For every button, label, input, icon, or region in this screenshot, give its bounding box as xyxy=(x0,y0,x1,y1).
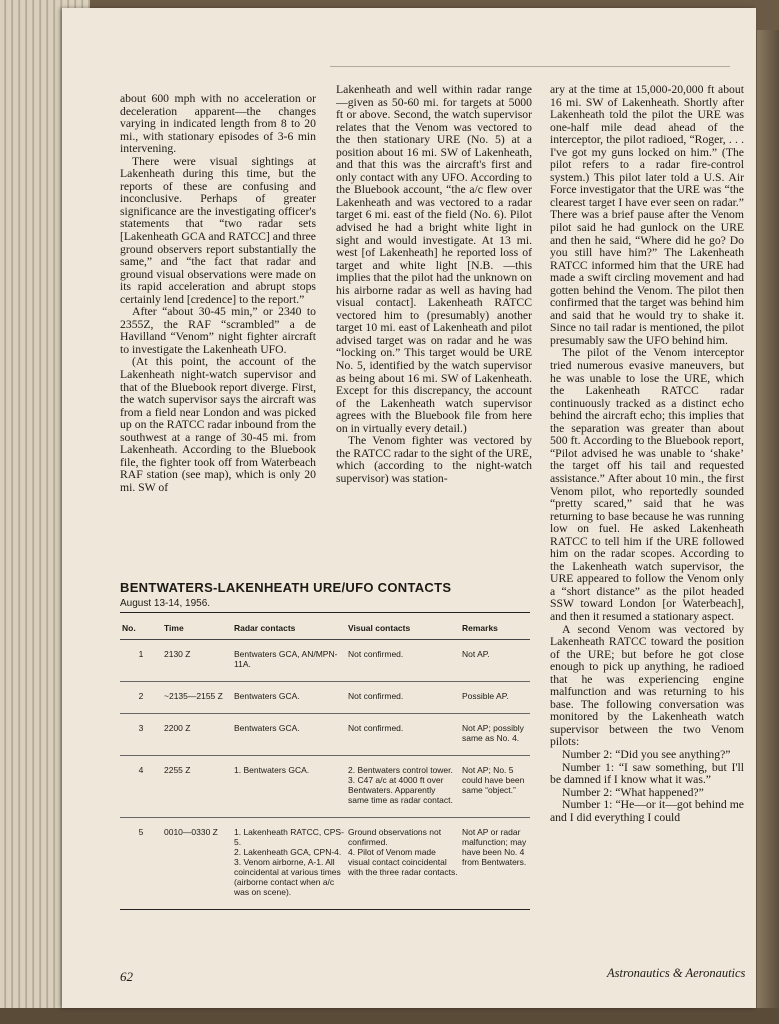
contacts-table xyxy=(120,612,530,910)
table-row xyxy=(120,756,530,818)
paragraph: Number 2: “What happened?” xyxy=(562,785,704,799)
cell-visual xyxy=(346,640,460,682)
paragraph: Number 1: “He—or it—got behind me and I did everything I could xyxy=(550,798,744,824)
cell-radar xyxy=(232,818,346,910)
radar-item: Bentwaters GCA, AN/MPN-11A. xyxy=(234,649,338,669)
visual-item: Not confirmed. xyxy=(348,691,404,701)
page-number: 62 xyxy=(120,969,133,984)
cell-remarks: Not AP. xyxy=(460,640,530,682)
journal-title: Astronautics & Aeronautics xyxy=(607,966,746,980)
cell-no: 5 xyxy=(120,818,162,910)
cell-no: 4 xyxy=(120,756,162,818)
radar-item: 1. Bentwaters GCA. xyxy=(234,765,310,775)
text-column-2 xyxy=(336,84,532,486)
book-edge-bottom xyxy=(0,1008,779,1024)
header-no: No. xyxy=(120,613,162,640)
cell-time: 2255 Z xyxy=(162,756,232,818)
cell-time: 2200 Z xyxy=(162,714,232,756)
text-column-3 xyxy=(550,84,744,824)
paragraph: Number 2: “Did you see anything?” xyxy=(562,747,731,761)
paragraph: A second Venom was vectored by Lakenheath RATCC toward the position of the URE; but before he got close enough to pick up anything, he radioed that he was experiencing engine malfunction and was returning to his base. The following conversation was monitored by the Lakenheath watch supervisor between the two Venom pilots: xyxy=(550,622,744,749)
table-row xyxy=(120,714,530,756)
table-title: BENTWATERS-LAKENHEATH URE/UFO CONTACTS xyxy=(120,580,452,595)
paragraph: There were visual sightings at Lakenheath during this time, but the reports of these are confusing and inconclusive. Perhaps of greater significance are the investigating officer's statements that “two radar sets [Lakenheath GCA and RATCC] and three ground observers report substantially the same,” and “the fact that radar and ground visual observations were made on its rapid acceleration and abrupt stops certainly lend [credence] to the report.” xyxy=(120,154,316,306)
cell-no: 3 xyxy=(120,714,162,756)
cell-visual xyxy=(346,714,460,756)
cell-time: 2130 Z xyxy=(162,640,232,682)
visual-item: Not confirmed. xyxy=(348,649,404,659)
paragraph: Lakenheath and well within radar range—given as 50-60 mi. for targets at 5000 ft or above. Second, the watch supervisor relates that the Venom was vectored to the then stationary URE (No. 5) at a position about 16 mi. SW of Lakenheath, and that this was the aircraft's first and only contact with any UFO. According to the Bluebook account, “the a/c flew over Lakenheath and was vectored to a radar target 6 mi. east of the field (No. 6). Pilot advised he had a bright white light in sight and would investigate. At 13 mi. west [of Lakenheath] he reported loss of target and white light [N.B. —this implies that the pilot had the unknown on his airborne radar as well as having had visual contact]. Lakenheath RATCC vectored him to (presumably) another target 10 mi. east of Lakenheath and pilot advised target was on radar and he was “locking on.” This target would be URE No. 5, identified by the watch supervisor as being about 16 mi. SW of Lakenheath. Except for this discrepancy, the account of the Lakenheath watch supervisor agrees with the Bluebook file from here on in virtually every detail.) xyxy=(336,83,532,435)
book-edge-right xyxy=(757,30,779,1020)
text-column-1 xyxy=(120,93,316,495)
radar-item: 1. Lakenheath RATCC, CPS-5. xyxy=(234,827,344,847)
cell-remarks: Possible AP. xyxy=(460,682,530,714)
cell-radar xyxy=(232,756,346,818)
cell-no: 1 xyxy=(120,640,162,682)
header-radar: Radar contacts xyxy=(232,613,346,640)
table-row xyxy=(120,818,530,910)
table-row xyxy=(120,640,530,682)
table-header-row xyxy=(120,613,530,640)
paragraph: The pilot of the Venom interceptor tried numerous evasive maneuvers, but he was unable to lose the URE, which the Lakenheath RATCC radar continuously tracked as a distinct echo behind the aircraft echo; this implies that the separation was greater than about 500 ft. According to the Bluebook report, “Pilot advised he was unable to ‘shake’ the target off his tail and requested assistance.” After about 10 min., the first Venom pilot, who reportedly sounded “pretty scared,” said that he was returning to base because he was running low on fuel. He asked Lakenheath RATCC to tell him if the URE followed him on the radar scopes. According to the Lakenheath watch supervisor, the URE appeared to follow the Venom only a “short distance” as the pilot headed SSW toward London [or Waterbeach], and then it resumed a stationary aspect. xyxy=(550,346,744,623)
cell-radar xyxy=(232,714,346,756)
visual-item: Not confirmed. xyxy=(348,723,404,733)
cell-time: 0010—0330 Z xyxy=(162,818,232,910)
header-remarks: Remarks xyxy=(460,613,530,640)
visual-item: 3. C47 a/c at 4000 ft over Bentwaters. Apparently same time as radar contact. xyxy=(348,775,453,805)
paragraph: Number 1: “I saw something, but I'll be damned if I know what it was.” xyxy=(550,760,744,787)
header-time: Time xyxy=(162,613,232,640)
cell-visual xyxy=(346,756,460,818)
paragraph: (At this point, the account of the Lakenheath night-watch supervisor and that of the Bluebook report diverge. First, the watch supervisor says the aircraft was from a field near London and was picked up on the RATCC radar inbound from the southwest at a range of 30-45 mi. from Lakenheath. According to the Bluebook file, the fighter took off from Waterbeach RAF station (see map), which is only 20 mi. SW of xyxy=(120,355,316,494)
radar-item: 3. Venom airborne, A-1. All coincidental at various times (airborne contact when a/c was on scene). xyxy=(234,857,341,897)
cell-remarks: Not AP or radar malfunction; may have been No. 4 from Bentwaters. xyxy=(460,818,530,910)
paragraph: The Venom fighter was vectored by the RATCC radar to the sight of the URE, which (according to the night-watch supervisor) was station- xyxy=(336,434,532,485)
cell-visual xyxy=(346,682,460,714)
cell-radar xyxy=(232,682,346,714)
cell-radar xyxy=(232,640,346,682)
visual-item: 2. Bentwaters control tower. xyxy=(348,765,453,775)
cell-time: ~2135—2155 Z xyxy=(162,682,232,714)
cell-no: 2 xyxy=(120,682,162,714)
radar-item: Bentwaters GCA. xyxy=(234,723,300,733)
cell-visual xyxy=(346,818,460,910)
header-rule xyxy=(330,66,730,67)
paragraph: about 600 mph with no acceleration or deceleration apparent—the changes varying in indicated length from 8 to 20 mi., with stationary episodes of 3-6 min intervening. xyxy=(120,92,316,156)
table-row xyxy=(120,682,530,714)
radar-item: 2. Lakenheath GCA, CPN-4. xyxy=(234,847,342,857)
cell-remarks: Not AP; possibly same as No. 4. xyxy=(460,714,530,756)
header-visual: Visual contacts xyxy=(346,613,460,640)
table-subtitle: August 13-14, 1956. xyxy=(120,598,211,609)
paragraph: ary at the time at 15,000-20,000 ft about 16 mi. SW of Lakenheath. Shortly after Lakenheath told the pilot the URE was one-half mile dead ahead of the interceptor, the pilot radioed, “Roger, . . . I've got my guns locked on him.” (The pilot refers to a radar fire-control system.) This pilot later told a U.S. Air Force investigator that the URE was “the clearest target I have ever seen on radar.” There was a brief pause after the Venom pilot said he had gunlock on the URE and then he said, “Where did he go? Do you still have him?” The Lakenheath RATCC informed him that the URE had made a swift circling movement and had gotten behind the Venom. The pilot then confirmed that the target was behind him and said that he would try to shake it. Since no tail radar is mentioned, the pilot presumably saw the UFO behind him. xyxy=(550,83,744,347)
radar-item: Bentwaters GCA. xyxy=(234,691,300,701)
cell-remarks: Not AP; No. 5 could have been same “object.” xyxy=(460,756,530,818)
visual-item: Ground observations not confirmed. xyxy=(348,827,442,847)
visual-item: 4. Pilot of Venom made visual contact coincidental with the three radar contacts. xyxy=(348,847,458,877)
paragraph: After “about 30-45 min,” or 2340 to 2355Z, the RAF “scrambled” a de Havilland “Venom” night fighter aircraft to investigate the Lakenheath UFO. xyxy=(120,305,316,356)
